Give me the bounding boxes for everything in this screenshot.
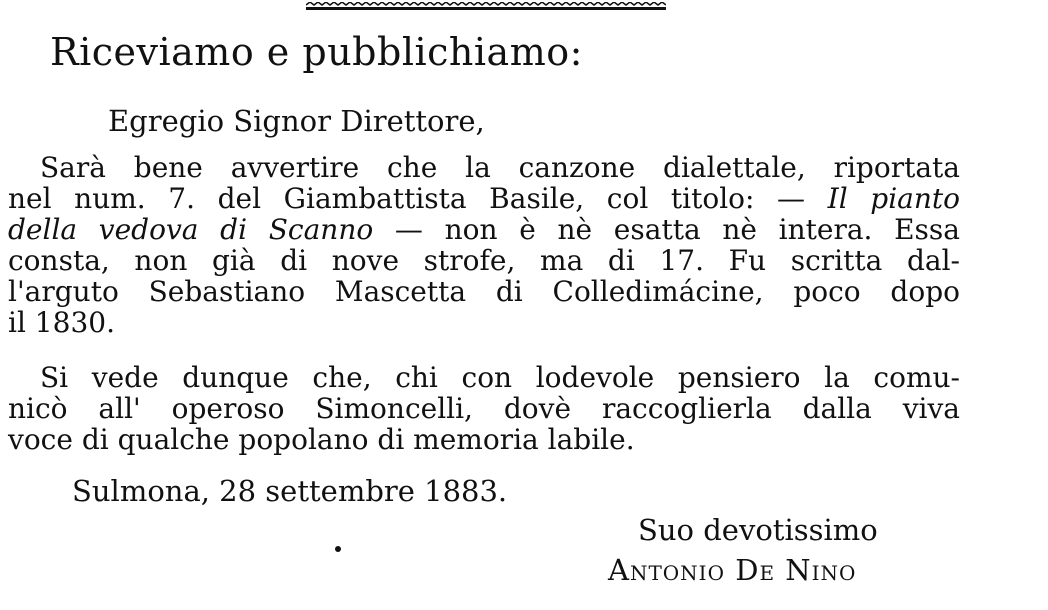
wavy-rule-ornament (306, 2, 666, 8)
paragraph-1 (8, 152, 968, 338)
ink-dot-mark (335, 546, 341, 552)
paragraph-1-line-3-title: della vedova di Scanno (8, 213, 374, 246)
paragraph-1-line-5: l'arguto Sebastiano Mascetta di Colledimácine, poco dopo (8, 275, 960, 308)
paragraph-2-line-3: voce di qualche popolano di memoria labile. (8, 423, 635, 456)
paragraph-1-line-2 (8, 183, 960, 214)
paragraph-1-line-2-text: nel num. 7. del Giambattista Basile, col titolo: — (8, 182, 828, 215)
top-rule (306, 0, 666, 10)
closing-salutation: Suo devotissimo (638, 513, 878, 547)
paragraph-1-line-4: consta, non già di nove strofe, ma di 17. Fu scritta dal- (8, 244, 960, 277)
paragraph-1-line-1: Sarà bene avvertire che la canzone dialettale, riportata (40, 151, 960, 184)
dateline: Sulmona, 28 settembre 1883. (72, 474, 508, 508)
salutation: Egregio Signor Direttore, (108, 104, 485, 138)
paragraph-1-line-3 (8, 214, 960, 245)
letter-heading: Riceviamo e pubblichiamo: (50, 30, 583, 74)
paragraph-1-line-2-title: Il pianto (827, 182, 960, 215)
paragraph-2 (8, 362, 968, 455)
paragraph-2-line-1: Si vede dunque che, chi con lodevole pensiero la comu- (40, 361, 960, 394)
paragraph-2-line-2: nicò all' operoso Simoncelli, dovè raccoglierla dalla viva (8, 392, 960, 425)
paragraph-1-line-3-text: — non è nè esatta nè intera. Essa (373, 213, 960, 246)
paragraph-1-line-6: il 1830. (8, 306, 115, 339)
signature: Antonio De Nino (608, 553, 857, 587)
